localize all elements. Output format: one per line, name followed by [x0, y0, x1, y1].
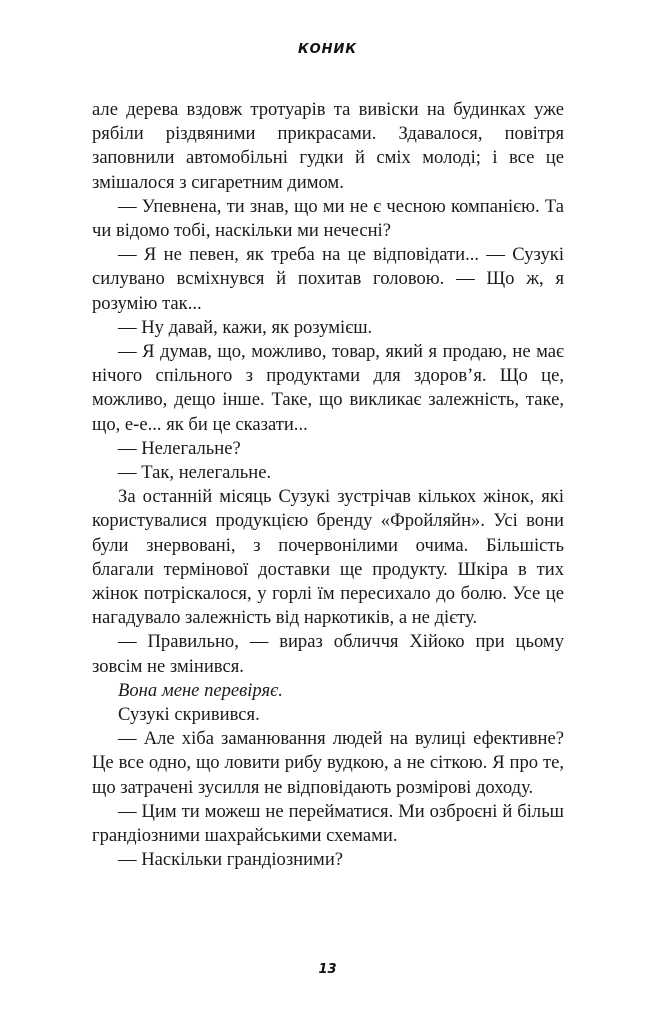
running-head: КОНИК	[297, 42, 358, 57]
italic-paragraph: Вона мене перевіряє.	[118, 679, 283, 701]
paragraph: — Ну давай, кажи, як розумієш.	[118, 316, 373, 338]
paragraph: — Нелегальне?	[118, 437, 241, 459]
paragraph: але дерева вздовж тротуарів та вивіски на будинках уже рябіли різдвяними прикрасами. Здавалося, повітря заповнили автомобільні гудки й сміх молоді; і все це змішалося з сигаретним димом.	[92, 99, 564, 193]
paragraph: За останній місяць Сузукі зустрічав кількох жінок, які користувалися продукцією бренду «Фройляйн». Усі вони були знервовані, з почервонілими очима. Більшість благали термінової доставки ще продукту. Шкіра в тих жінок потріскалося, у горлі їм пересихало до болю. Усе це нагадувало залежність від наркотиків, а не дієту.	[92, 486, 564, 629]
paragraph: — Але хіба заманювання людей на вулиці ефективне? Це все одно, що ловити рибу вудкою, а не сіткою. Я про те, що затрачені зусилля не відповідають розмірові доходу.	[92, 728, 564, 798]
paragraph: — Правильно, — вираз обличчя Хійоко при цьому зовсім не змінився.	[92, 631, 564, 677]
text-block	[92, 98, 564, 873]
paragraph: — Упевнена, ти знав, що ми не є чесною компанією. Та чи відомо тобі, наскільки ми нечесні?	[92, 195, 564, 242]
page-number: 13	[318, 962, 337, 977]
paragraph: — Так, нелегальне.	[118, 462, 272, 484]
paragraph: — Цим ти можеш не перейматися. Ми озброєні й більш грандіозними шахрайськими схемами.	[92, 800, 564, 847]
paragraph: — Наскільки грандіозними?	[118, 849, 344, 871]
paragraph: — Я не певен, як треба на це відповідати... — Сузукі силувано всміхнувся й похитав головою. — Що ж, я розумію так...	[92, 244, 564, 314]
paragraph: Сузукі скривився.	[118, 704, 260, 726]
paragraph: — Я думав, що, можливо, товар, який я продаю, не має нічого спільного з продуктами для здоров’я. Що це, можливо, дещо інше. Таке, що викликає залежність, таке, що, е-е... як би це сказати...	[92, 341, 564, 435]
